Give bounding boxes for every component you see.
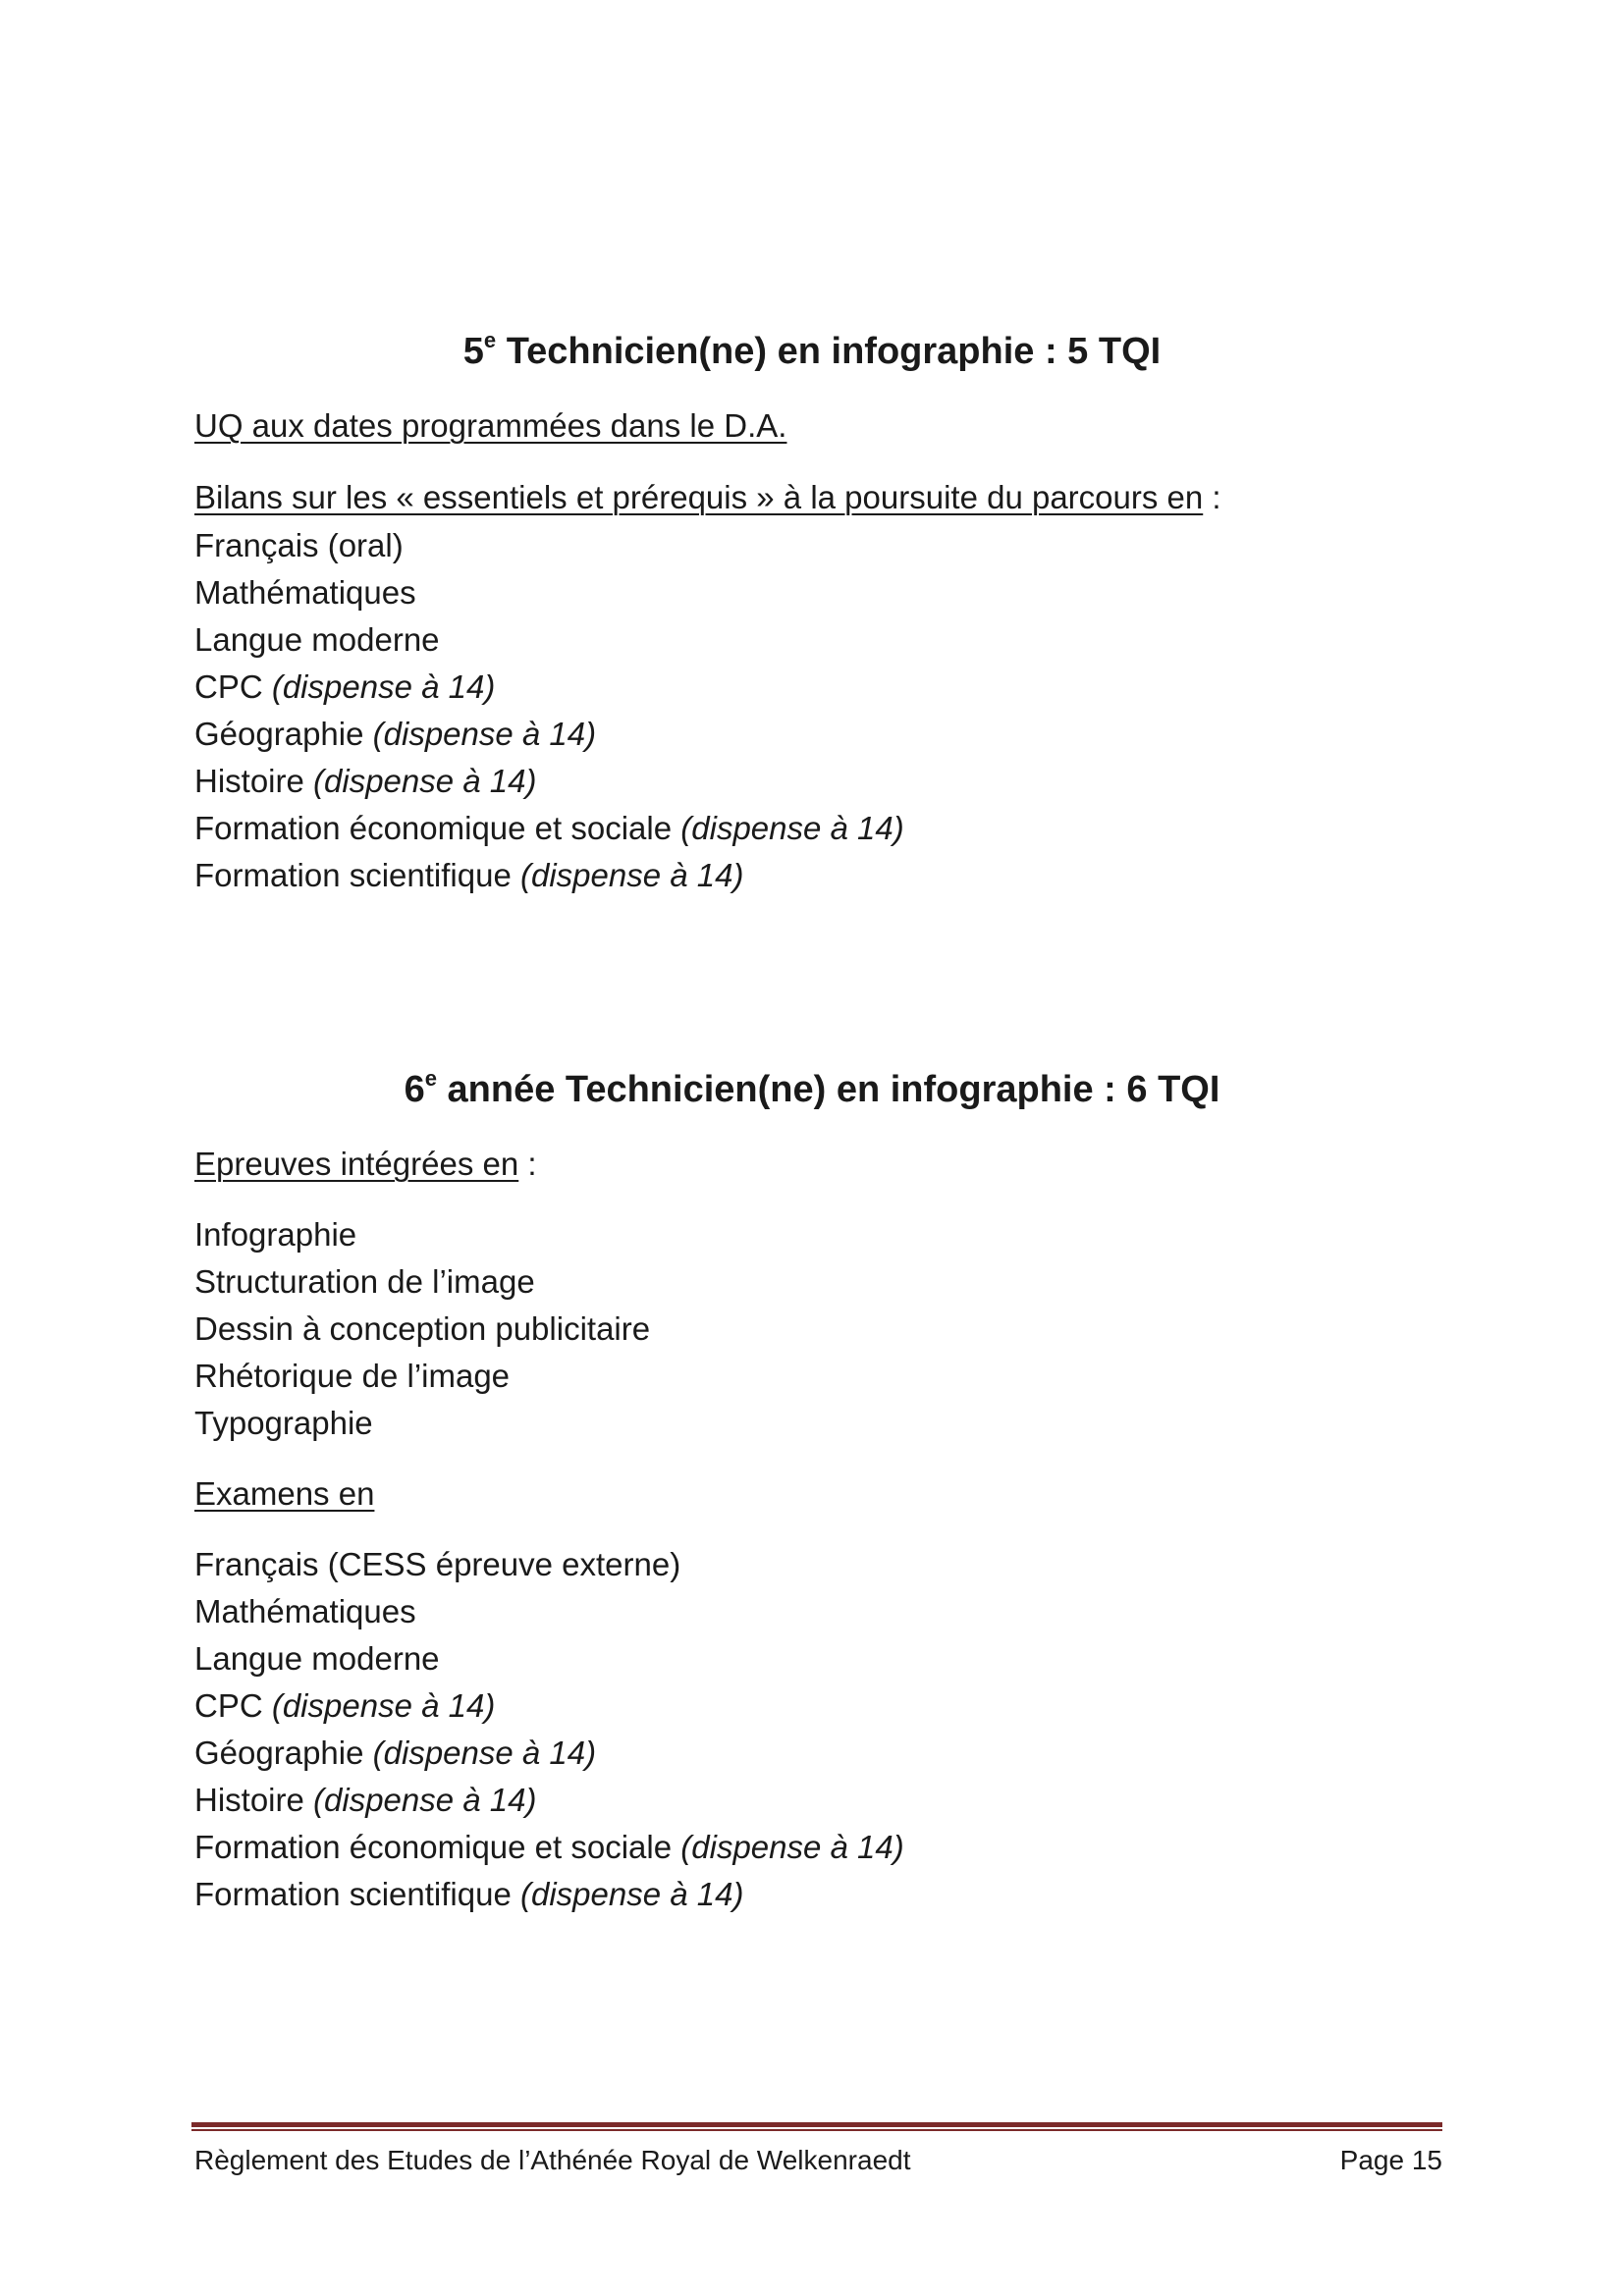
list-item: Rhétorique de l’image [194, 1358, 511, 1394]
footer-rule-thin [191, 2129, 1442, 2131]
list-item: CPC (dispense à 14) [194, 1687, 496, 1724]
footer-divider [191, 2122, 1442, 2134]
list-item: Mathématiques [194, 1593, 416, 1629]
section2-title: 6e année Technicien(ne) en infographie : 6 TQI [404, 1066, 1220, 1110]
list-item: Formation scientifique (dispense à 14) [194, 857, 744, 893]
epreuves-label: Epreuves intégrées en : [194, 1146, 537, 1182]
list-item: Formation économique et sociale (dispense à 14) [194, 810, 904, 846]
section1-title: 5e Technicien(ne) en infographie : 5 TQI [462, 328, 1162, 372]
list-item: Structuration de l’image [194, 1263, 535, 1300]
list-item: Géographie (dispense à 14) [194, 1735, 597, 1771]
page-number: Page 15 [1339, 2145, 1442, 2175]
list-item: CPC (dispense à 14) [194, 668, 496, 705]
list-item: Français (CESS épreuve externe) [194, 1546, 681, 1582]
list-item: Formation économique et sociale (dispense à 14) [194, 1829, 904, 1865]
list-item: Géographie (dispense à 14) [194, 716, 597, 752]
list-item: Typographie [194, 1405, 373, 1441]
list-item: Infographie [194, 1216, 357, 1253]
list-item: Dessin à conception publicitaire [194, 1310, 651, 1347]
bilans-label: Bilans sur les « essentiels et prérequis » à la poursuite du parcours en : [194, 479, 1221, 515]
list-item: Langue moderne [194, 1640, 440, 1677]
list-item: Histoire (dispense à 14) [194, 1782, 537, 1818]
list-item: Français (oral) [194, 527, 404, 563]
footer-title: Règlement des Etudes de l’Athénée Royal de Welkenraedt [194, 2145, 911, 2175]
uq-line: UQ aux dates programmées dans le D.A. [194, 407, 787, 444]
footer-rule-thick [191, 2122, 1442, 2127]
list-item: Formation scientifique (dispense à 14) [194, 1876, 744, 1912]
list-item: Mathématiques [194, 574, 416, 611]
examens-label: Examens en [194, 1475, 375, 1512]
list-item: Histoire (dispense à 14) [194, 763, 537, 799]
list-item: Langue moderne [194, 621, 440, 658]
